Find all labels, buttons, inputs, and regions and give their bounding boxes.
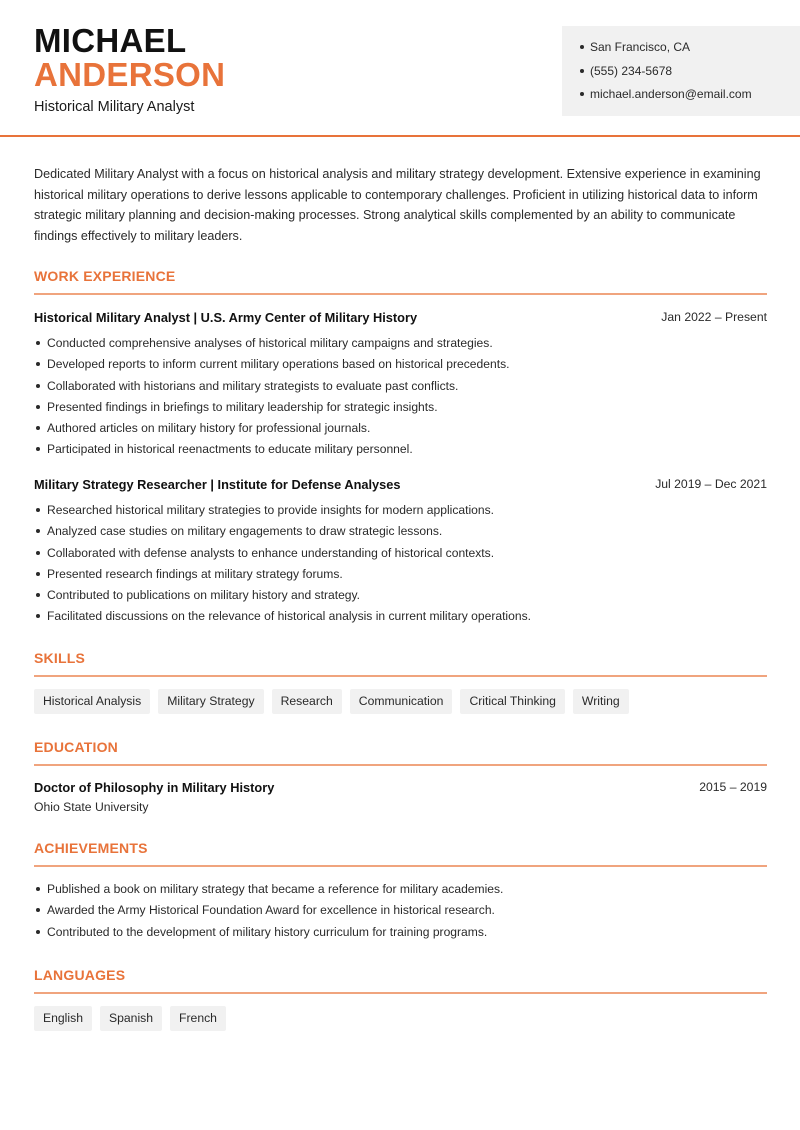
skill-tag: Critical Thinking — [460, 689, 564, 714]
list-item: Analyzed case studies on military engagements to draw strategic lessons. — [34, 524, 531, 545]
contact-text: San Francisco, CA — [590, 40, 691, 54]
list-item: Contributed to publications on military history and strategy. — [34, 588, 531, 609]
bullet-icon — [580, 69, 584, 73]
contact-phone — [562, 64, 800, 88]
bullet-icon — [36, 362, 40, 366]
school-name: Ohio State University — [34, 800, 149, 814]
degree-title: Doctor of Philosophy in Military History — [34, 780, 275, 795]
list-item: Awarded the Army Historical Foundation Award for excellence in historical research. — [34, 903, 503, 924]
bullet-icon — [36, 529, 40, 533]
section-divider — [34, 675, 767, 677]
list-item: Presented research findings at military strategy forums. — [34, 567, 531, 588]
bullet-icon — [36, 930, 40, 934]
section-divider — [34, 764, 767, 766]
contact-email[interactable] — [562, 87, 800, 111]
first-name: MICHAEL — [34, 22, 187, 59]
skill-tag: Writing — [573, 689, 629, 714]
list-item: Facilitated discussions on the relevance of historical analysis in current military operations. — [34, 609, 531, 630]
skills-heading: SKILLS — [34, 650, 85, 666]
list-item: Participated in historical reenactments to educate military personnel. — [34, 442, 509, 463]
list-item: Conducted comprehensive analyses of historical military campaigns and strategies. — [34, 336, 509, 357]
bullet-icon — [36, 572, 40, 576]
bullet-icon — [36, 908, 40, 912]
bullet-icon — [580, 92, 584, 96]
summary-paragraph: Dedicated Military Analyst with a focus on historical analysis and military strategy development. Extensive experience in examining historical military operations to derive lessons applicable to contemporary challenges. Proficient in utilizing historical data to inform strategic military planning and decision-making processes. Strong analytical skills complemented by an ability to communicate findings effectively to military leaders. — [34, 167, 761, 244]
section-divider — [34, 992, 767, 994]
section-divider — [34, 293, 767, 295]
list-item: Developed reports to inform current military operations based on historical precedents. — [34, 357, 509, 378]
skill-tag: Historical Analysis — [34, 689, 150, 714]
languages-heading: LANGUAGES — [34, 967, 126, 983]
resume-header — [0, 0, 800, 137]
list-item: Authored articles on military history for professional journals. — [34, 421, 509, 442]
contact-text[interactable]: michael.anderson@email.com — [590, 87, 752, 101]
job-title-1: Historical Military Analyst | U.S. Army Center of Military History — [34, 310, 418, 325]
bullet-icon — [36, 426, 40, 430]
job-bullets-1 — [34, 336, 509, 464]
bullet-icon — [580, 45, 584, 49]
language-tag: Spanish — [100, 1006, 162, 1031]
bullet-icon — [36, 405, 40, 409]
skills-tags — [34, 689, 629, 714]
language-tag: French — [170, 1006, 226, 1031]
bullet-icon — [36, 341, 40, 345]
job-bullets-2 — [34, 503, 531, 631]
bullet-icon — [36, 887, 40, 891]
job-title: Historical Military Analyst — [34, 99, 195, 115]
bullet-icon — [36, 551, 40, 555]
contact-box — [562, 26, 800, 116]
list-item: Published a book on military strategy that became a reference for military academies. — [34, 882, 503, 903]
language-tags — [34, 1006, 226, 1031]
contact-text: (555) 234-5678 — [590, 63, 673, 78]
bullet-icon — [36, 614, 40, 618]
education-heading: EDUCATION — [34, 739, 118, 755]
education-dates: 2015 – 2019 — [699, 780, 767, 794]
last-name: ANDERSON — [34, 56, 226, 93]
bullet-icon — [36, 508, 40, 512]
contact-location — [562, 40, 800, 64]
job-title-2: Military Strategy Researcher | Institute for Defense Analyses — [34, 477, 401, 492]
achievements-heading: ACHIEVEMENTS — [34, 840, 148, 856]
bullet-icon — [36, 447, 40, 451]
language-tag: English — [34, 1006, 92, 1031]
skill-tag: Communication — [350, 689, 453, 714]
skill-tag: Research — [272, 689, 342, 714]
list-item: Contributed to the development of military history curriculum for training programs. — [34, 925, 503, 946]
list-item: Collaborated with defense analysts to enhance understanding of historical contexts. — [34, 546, 531, 567]
skill-tag: Military Strategy — [158, 689, 263, 714]
list-item: Presented findings in briefings to military leadership for strategic insights. — [34, 400, 509, 421]
bullet-icon — [36, 593, 40, 597]
job-dates-2: Jul 2019 – Dec 2021 — [655, 477, 767, 491]
section-divider — [34, 865, 767, 867]
work-experience-heading: WORK EXPERIENCE — [34, 268, 176, 284]
bullet-icon — [36, 384, 40, 388]
list-item: Researched historical military strategies to provide insights for modern applications. — [34, 503, 531, 524]
list-item: Collaborated with historians and military strategists to evaluate past conflicts. — [34, 379, 509, 400]
job-dates-1: Jan 2022 – Present — [661, 310, 767, 324]
achievements-list — [34, 882, 503, 946]
